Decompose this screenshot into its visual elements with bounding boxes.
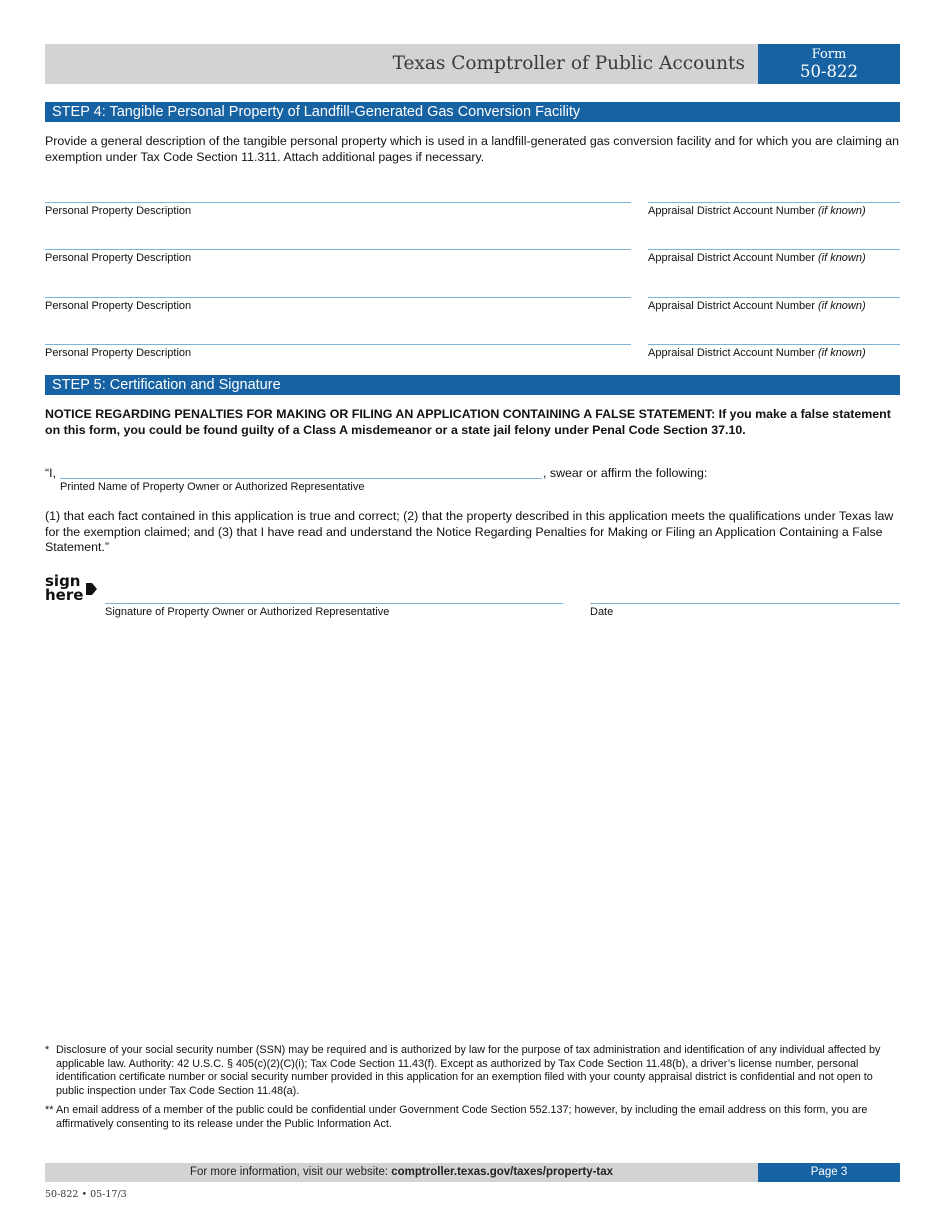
form-number-box (758, 44, 900, 84)
account-hint-3: (if known) (817, 300, 866, 312)
sign-here-marker (45, 574, 83, 602)
account-input-1[interactable] (648, 202, 900, 203)
page-number: Page 3 (758, 1163, 900, 1182)
account-input-3[interactable] (648, 297, 900, 298)
step4-instructions: Provide a general description of the tangible personal property which is used in a landfill-generated gas conversion facility and for which you are claiming an exemption under Tax Code Section 11.311. Attach additional pages if necessary. (45, 134, 900, 164)
printed-name-input[interactable] (60, 478, 542, 479)
account-hint-2: (if known) (817, 252, 866, 264)
description-label-2: Personal Property Description (45, 252, 192, 264)
account-label-text-3: Appraisal District Account Number (648, 300, 815, 312)
account-label-text-1: Appraisal District Account Number (648, 205, 815, 217)
printed-name-label: Printed Name of Property Owner or Authorized Representative (60, 481, 365, 493)
footer-info-text: For more information, visit our website: (189, 1166, 389, 1178)
description-input-3[interactable] (45, 297, 631, 298)
form-label: Form (811, 47, 847, 62)
affirmation-text: (1) that each fact contained in this application is true and correct; (2) that the property described in this application meets the qualifications under Texas law for the exemption claimed; and (3) that I have read and understand the Notice Regarding Penalties for Making or Filing an Application Containing a False Statement.” (45, 509, 894, 554)
description-label-4: Personal Property Description (45, 347, 192, 359)
account-label-4 (648, 347, 866, 360)
account-label-2 (648, 252, 866, 265)
ssn-footnote: Disclosure of your social security number (SSN) may be required and is authorized by law for the purpose of tax administration and identification of any individual affected by applicable law. Authority: 42 U.S.C. § 405(c)(2)(C)(i); Tax Code Section 11.43(f). Except as authorized by Tax Code Section 11.48(b), a driver’s license number, personal identification certificate number or social security number provided in this application for an exemption filed with your county appraisal district is confidential and not open to public inspection under Tax Code Section 11.48(a). (56, 1044, 881, 1097)
account-hint-4: (if known) (817, 347, 866, 359)
agency-name: Texas Comptroller of Public Accounts (392, 53, 745, 74)
oath-suffix: , swear or affirm the following: (543, 466, 708, 480)
ssn-footnote-marker: * (45, 1044, 50, 1056)
arrow-right-icon (85, 581, 98, 597)
description-input-1[interactable] (45, 202, 631, 203)
date-label: Date (590, 606, 614, 618)
penalty-notice: NOTICE REGARDING PENALTIES FOR MAKING OR FILING AN APPLICATION CONTAINING A FALSE STATEMENT: If you make a false statement on this form, you could be found guilty of a Class A misdemeanor or a state jail felony under Penal Code Section 37.10. (45, 407, 891, 437)
email-footnote-marker: ** (45, 1104, 54, 1116)
account-label-1 (648, 205, 866, 218)
account-input-4[interactable] (648, 344, 900, 345)
signature-input[interactable] (105, 603, 563, 604)
step4-heading: STEP 4: Tangible Personal Property of Landfill-Generated Gas Conversion Facility (45, 102, 900, 122)
email-footnote: An email address of a member of the public could be confidential under Government Code Section 552.137; however, by including the email address on this form, you are affirmatively consenting to its release under the Public Information Act. (56, 1104, 868, 1130)
signature-label: Signature of Property Owner or Authorized Representative (105, 606, 390, 618)
description-input-2[interactable] (45, 249, 631, 250)
account-hint-1: (if known) (817, 205, 866, 217)
account-input-2[interactable] (648, 249, 900, 250)
form-number: 50-822 (799, 62, 859, 81)
step5-heading: STEP 5: Certification and Signature (45, 375, 900, 395)
account-label-3 (648, 300, 866, 313)
description-label-1: Personal Property Description (45, 205, 192, 217)
sign-here-line1: sign (45, 572, 81, 590)
sign-here-line2: here (45, 586, 84, 604)
description-label-3: Personal Property Description (45, 300, 192, 312)
date-input[interactable] (590, 603, 900, 604)
footer-info (45, 1163, 758, 1182)
account-label-text-4: Appraisal District Account Number (648, 347, 815, 359)
description-input-4[interactable] (45, 344, 631, 345)
account-label-text-2: Appraisal District Account Number (648, 252, 815, 264)
oath-prefix: “I, (45, 466, 57, 480)
website-link[interactable]: comptroller.texas.gov/taxes/property-tax (391, 1166, 614, 1178)
form-code: 50-822 • 05-17/3 (45, 1189, 127, 1200)
